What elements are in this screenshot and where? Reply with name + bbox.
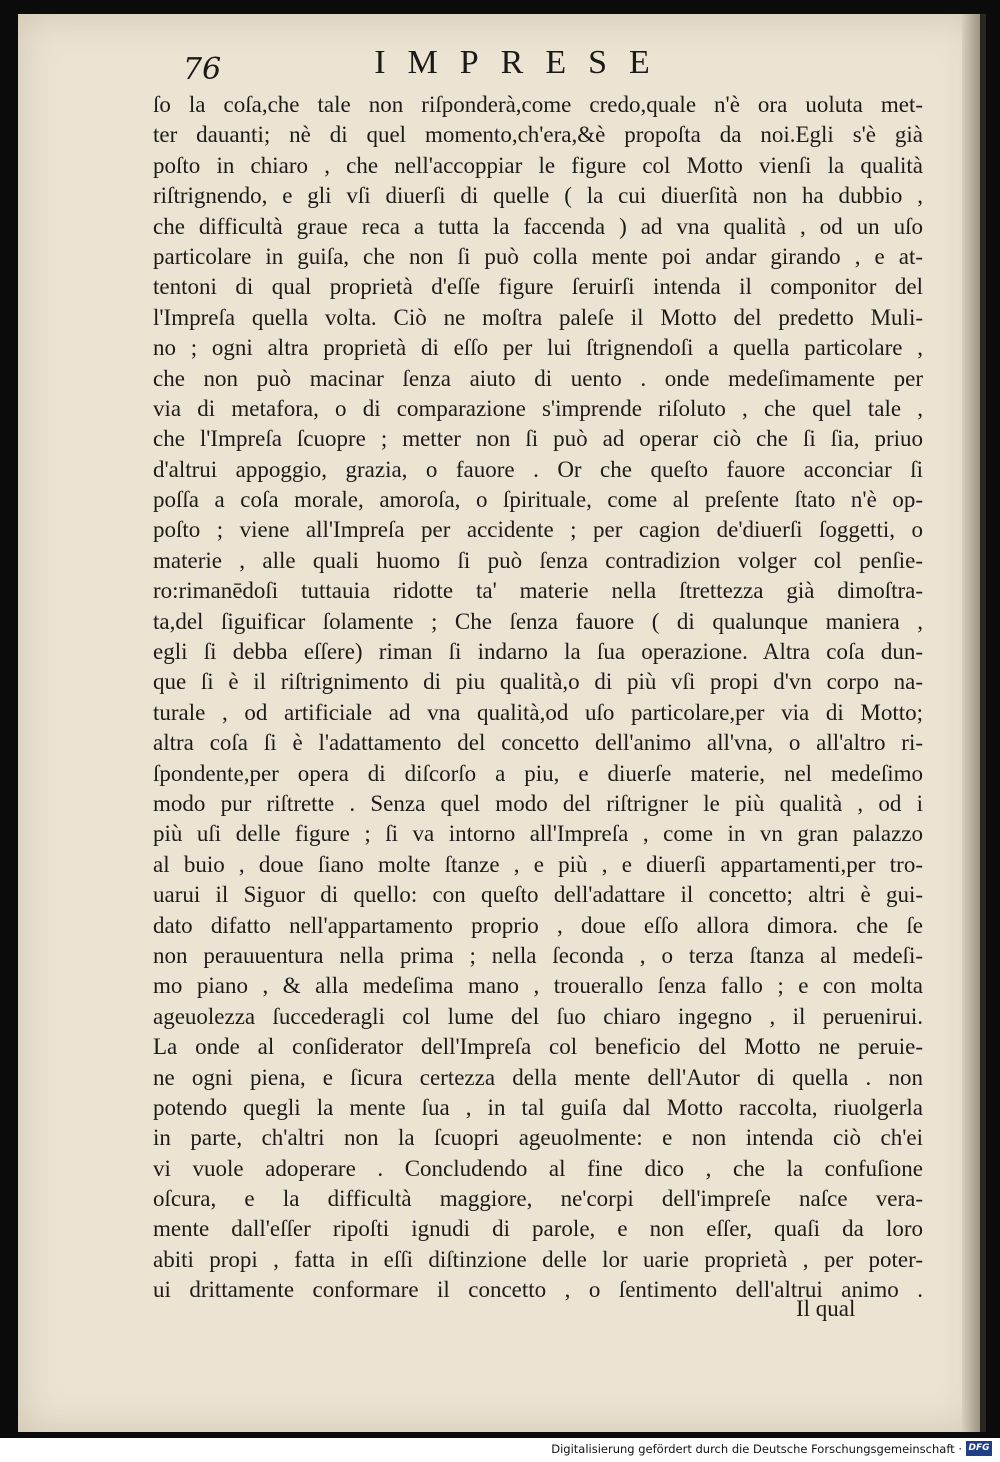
text-line: d'altrui appoggio, grazia, o fauore . Or che queſto fauore acconciar ſi — [153, 456, 923, 482]
text-line: ta,del ſiguificar ſolamente ; Che ſenza fauore ( di qualunque maniera , — [153, 608, 923, 634]
text-line: che difficultà graue reca a tutta la faccenda ) ad vna qualità , od un uſo — [153, 213, 923, 239]
text-line: poſſa a coſa morale, amoroſa, o ſpirituale, come al preſente ſtato n'è op- — [153, 487, 923, 513]
catchword: Il qual — [796, 1296, 856, 1321]
text-line: al buio , doue ſiano molte ſtanze , e più , e diuerſi appartamenti,per tro- — [153, 851, 923, 877]
text-line: mo piano , & alla medeſima mano , trouerallo ſenza fallo ; e con molta — [153, 973, 923, 999]
text-line: che non può macinar ſenza aiuto di uento . onde medeſimamente per — [153, 365, 923, 391]
page-spine-shadow — [962, 14, 980, 1432]
text-line: materie , alle quali huomo ſi può ſenza contradizion volger col penſie- — [153, 547, 923, 573]
text-line: oſcura, e la difficultà maggiore, ne'corpi dell'impreſe naſce vera- — [153, 1186, 923, 1212]
text-line: tentoni di qual proprietà d'eſſe figure ſeruirſi intenda il componitor del — [153, 274, 923, 300]
text-line: in parte, ch'altri non la ſcuopri ageuolmente: e non intenda ciò ch'ei — [153, 1125, 923, 1151]
book-page — [18, 14, 986, 1432]
text-line: poſto ; viene all'Impreſa per accidente ; per cagion de'diuerſi ſoggetti, o — [153, 517, 923, 543]
text-line: che l'Impreſa ſcuopre ; metter non ſi può ad operar ciò che ſi ſia, priuo — [153, 426, 923, 452]
text-line: poſto in chiaro , che nell'accoppiar le figure col Motto vienſi la qualità — [153, 152, 923, 178]
text-line: più uſi delle figure ; ſi va intorno all'Impreſa , come in vn gran palazzo — [153, 821, 923, 847]
text-line: non perauuentura nella prima ; nella ſeconda , o terza ſtanza al medeſi- — [153, 942, 923, 968]
text-line: ageuolezza ſuccederagli col lume del ſuo chiaro ingegno , il peruenirui. — [153, 1003, 923, 1029]
text-line: l'Impreſa quella volta. Ciò ne moſtra paleſe il Motto del predetto Muli- — [153, 304, 923, 330]
text-line: dato difatto nell'appartamento proprio , doue eſſo allora dimora. che ſe — [153, 912, 923, 938]
text-line: ro:rimanēdoſi tuttauia ridotte ta' materie nella ſtrettezza già dimoſtra- — [153, 578, 923, 604]
text-line: ter dauanti; nè di quel momento,ch'era,&è propoſta da noi.Egli s'è già — [153, 122, 923, 148]
text-line: via di metafora, o di comparazione s'imprende riſoluto , che quel tale , — [153, 395, 923, 421]
dfg-logo-icon: DFG — [966, 1441, 992, 1456]
text-line: no ; ogni altra proprietà di eſſo per lui ſtrignendoſi a quella particolare , — [153, 335, 923, 361]
text-line: ui drittamente conformare il concetto , o ſentimento dell'altrui animo . — [153, 1277, 923, 1303]
page-header — [18, 44, 980, 94]
running-title: IMPRESE — [374, 44, 672, 81]
footer-bar — [0, 1438, 1000, 1462]
text-line: altra coſa ſi è l'adattamento del concetto dell'animo all'vna, o all'altro ri- — [153, 730, 923, 756]
text-line: particolare in guiſa, che non ſi può colla mente poi andar girando , e at- — [153, 243, 923, 269]
text-line: ſpondente,per opera di diſcorſo a piu, e diuerſe materie, nel medeſimo — [153, 760, 923, 786]
body-text — [153, 90, 923, 1306]
text-line: potendo quegli la mente ſua , in tal guiſa dal Motto raccolta, riuolgerla — [153, 1094, 923, 1120]
text-line: abiti propi , fatta in eſſi diſtinzione delle lor uarie proprietà , per poter- — [153, 1246, 923, 1272]
text-line: mente dall'eſſer ripoſti ignudi di parole, e non eſſer, quaſi da loro — [153, 1216, 923, 1242]
footer-credit: Digitalisierung gefördert durch die Deutsche Forschungsgemeinschaft · — [551, 1442, 962, 1456]
text-line: modo pur riſtrette . Senza quel modo del riſtrigner le più qualità , od i — [153, 790, 923, 816]
text-line: riſtrignendo, e gli vſi diuerſi di quelle ( la cui diuerſità non ha dubbio , — [153, 183, 923, 209]
text-line: uarui il Siguor di quello: con queſto dell'adattare il concetto; altri è gui- — [153, 882, 923, 908]
text-line: turale , od artificiale ad vna qualità,od uſo particolare,per via di Motto; — [153, 699, 923, 725]
page-number: 76 — [183, 52, 222, 87]
text-line: ſo la coſa,che tale non riſponderà,come credo,quale n'è ora uoluta met- — [153, 92, 923, 117]
text-line: egli ſi debba eſſere) riman ſi indarno la ſua operazione. Altra coſa dun- — [153, 639, 923, 665]
text-line: ne ogni piena, e ſicura certezza della mente dell'Autor di quella . non — [153, 1064, 923, 1090]
text-line: vi vuole adoperare . Concludendo al fine dico , che la confuſione — [153, 1155, 923, 1181]
text-line: La onde al conſiderator dell'Impreſa col beneficio del Motto ne peruie- — [153, 1034, 923, 1060]
text-line: que ſi è il riſtrignimento di piu qualità,o di più vſi propi d'vn corpo na- — [153, 669, 923, 695]
